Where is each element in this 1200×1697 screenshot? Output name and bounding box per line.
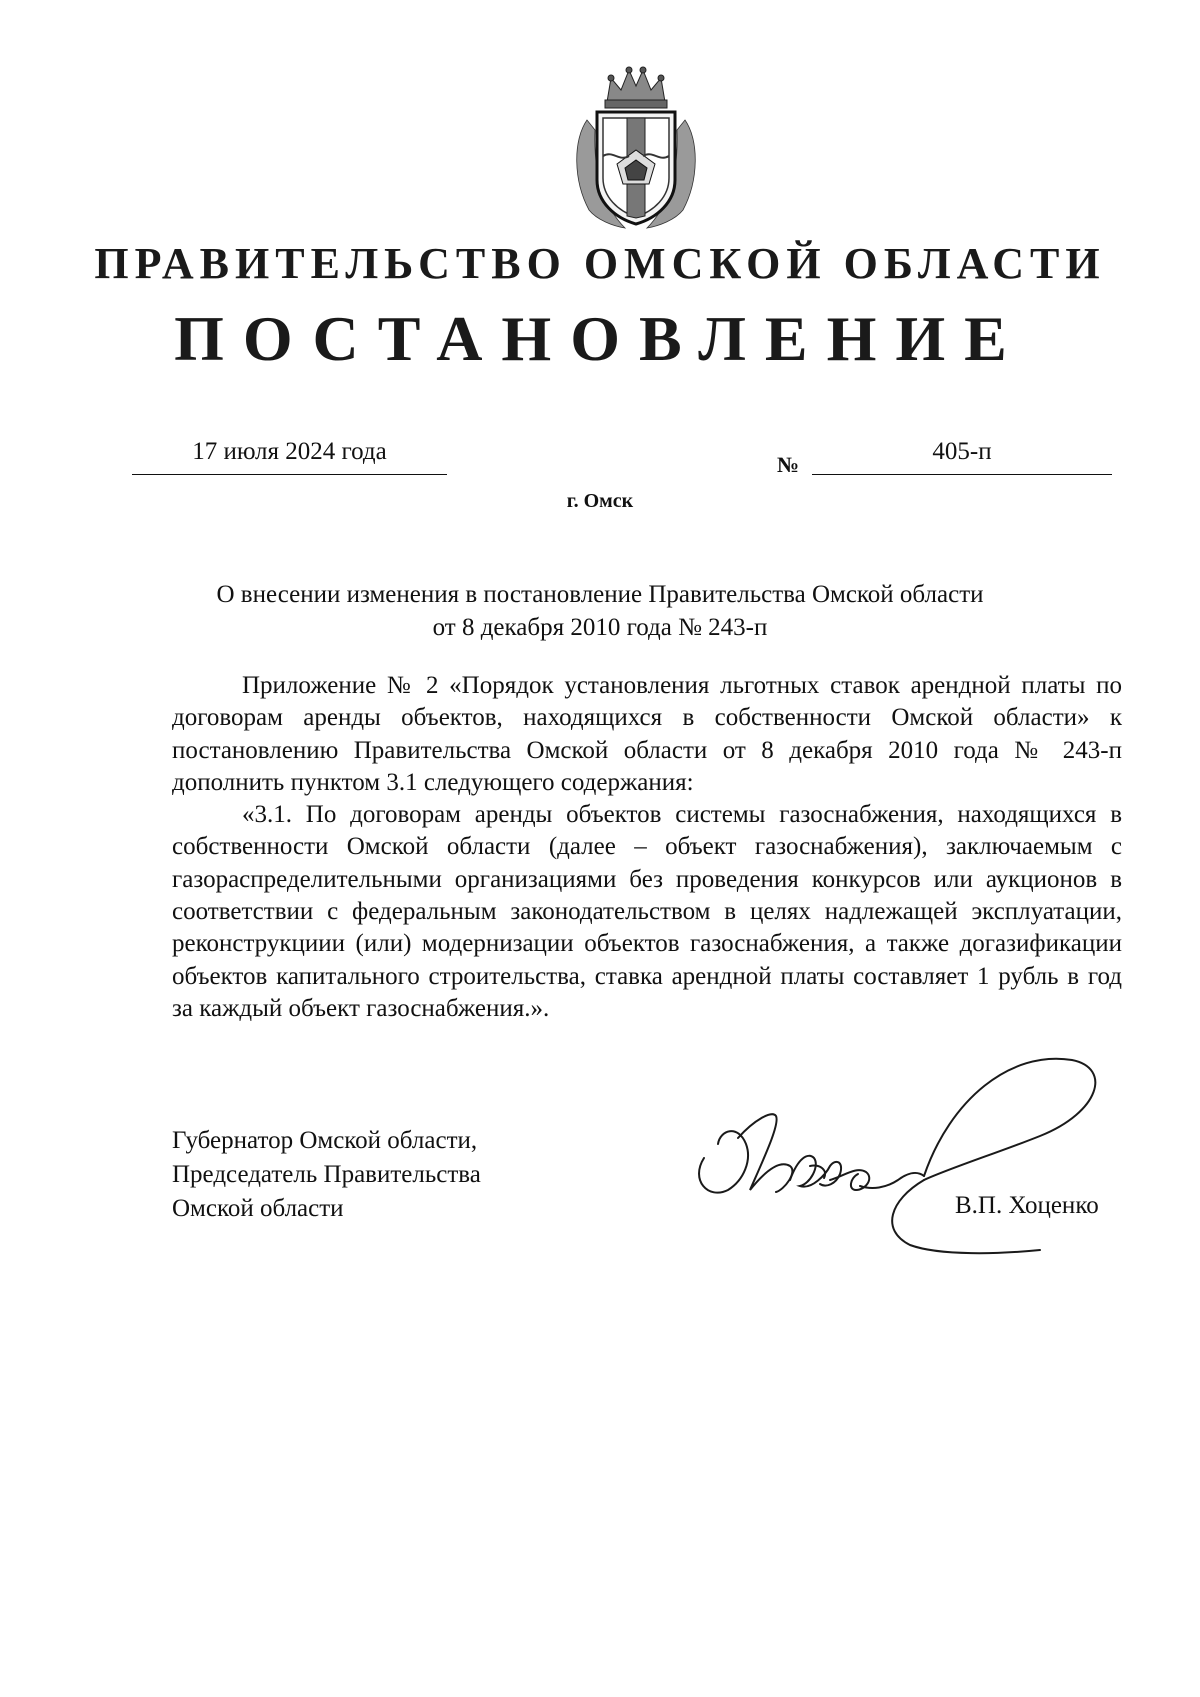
body-paragraph-1: Приложение № 2 «Порядок установления льготных ставок арендной платы по договорам аренды объектов, находящихся в собственности Омской области» к постановлению Правительства Омской области от 8 декабря 2010 года № 243-п дополнить пунктом 3.1 следующего содержания: xyxy=(172,672,1122,796)
organization-title: ПРАВИТЕЛЬСТВО ОМСКОЙ ОБЛАСТИ xyxy=(94,239,1106,288)
signatory-position xyxy=(172,1124,481,1226)
position-line-1: Губернатор Омской области, xyxy=(172,1127,478,1154)
document-number: 405-п xyxy=(932,438,992,465)
coat-of-arms-icon xyxy=(567,60,705,230)
subject-line-2: от 8 декабря 2010 года № 243-п xyxy=(432,614,768,641)
position-line-3: Омской области xyxy=(172,1195,344,1222)
document-date: 17 июля 2024 года xyxy=(192,438,387,465)
document-type-title: ПОСТАНОВЛЕНИЕ xyxy=(174,303,1026,374)
signatory-name: В.П. Хоценко xyxy=(955,1192,1099,1219)
number-field xyxy=(812,436,1112,475)
position-line-2: Председатель Правительства xyxy=(172,1161,481,1188)
document-subject xyxy=(150,578,1050,644)
body-paragraph-2: «3.1. По договорам аренды объектов системы газоснабжения, находящихся в собственности Омской области (далее – объект газоснабжения), заключаемым с газораспределительными организациями без проведения конкурсов или аукционов в соответствии с федеральным законодательством в целях надлежащей эксплуатации, реконструкциии (или) модернизации объектов газоснабжения, а также догазификации объектов капитального строительства, ставка арендной платы составляет 1 рубль в год за каждый объект газоснабжения.». xyxy=(172,801,1122,1022)
number-label: № xyxy=(777,452,800,477)
subject-line-1: О внесении изменения в постановление Правительства Омской области xyxy=(216,581,984,608)
document-body xyxy=(172,670,1122,1025)
city-label: г. Омск xyxy=(566,490,634,512)
date-field xyxy=(132,436,447,475)
handwritten-signature-icon xyxy=(680,1040,1120,1260)
